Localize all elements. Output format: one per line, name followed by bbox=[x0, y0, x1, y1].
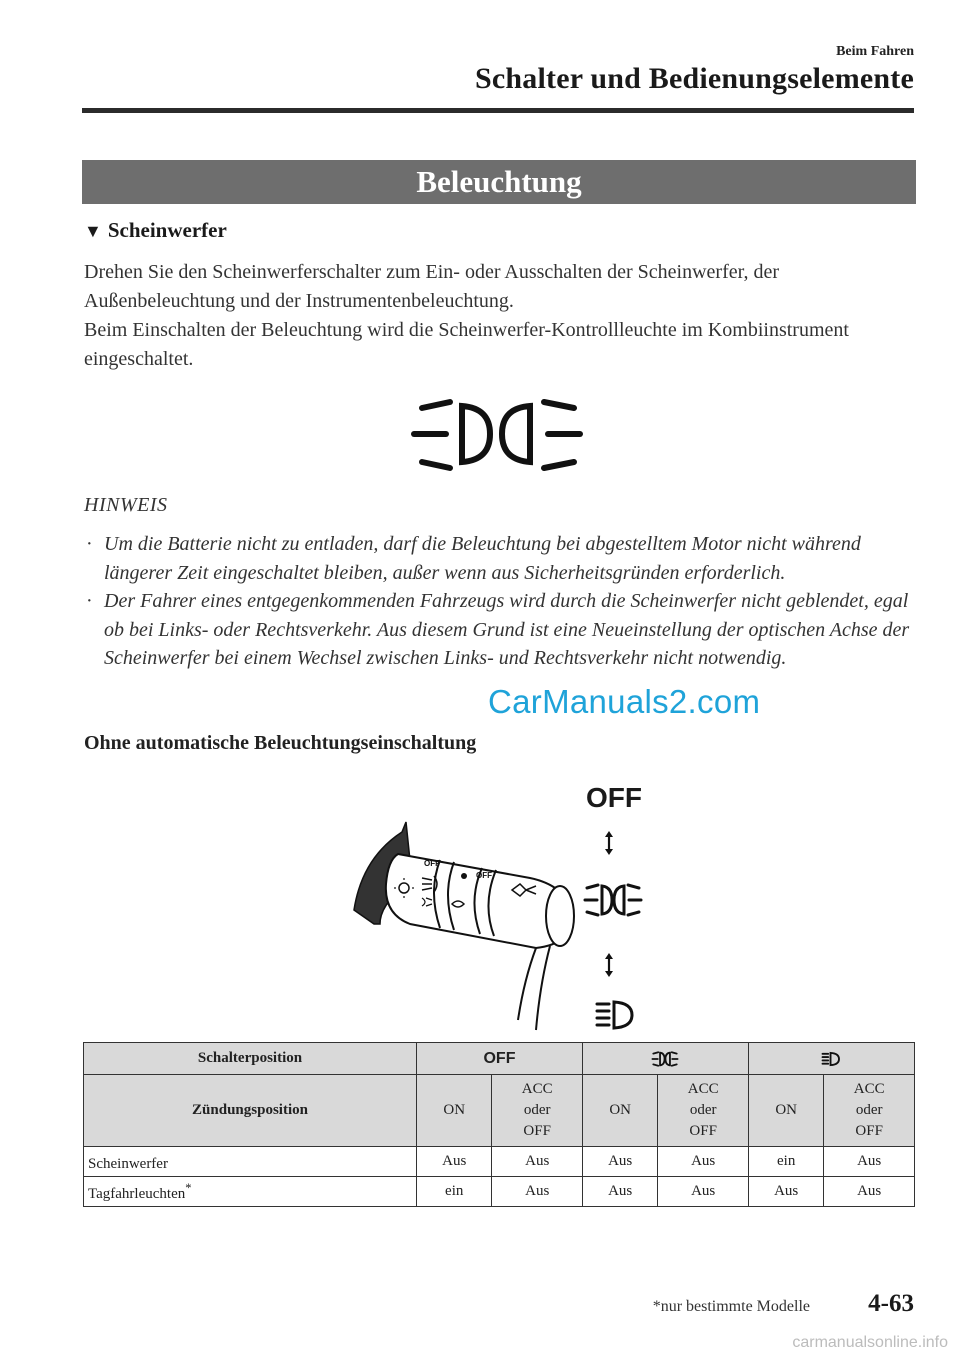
row-label: Tagfahrleuchten* bbox=[84, 1177, 417, 1207]
position-arrow-icon bbox=[601, 830, 617, 856]
ignition-cell: ACC oder OFF bbox=[658, 1075, 749, 1147]
footnote: *nur bestimmte Modelle bbox=[652, 1298, 810, 1315]
table-cell: ein bbox=[417, 1177, 492, 1207]
note-list bbox=[84, 530, 914, 673]
note-item bbox=[84, 530, 914, 587]
header-switch-position: Schalterposition bbox=[84, 1043, 417, 1075]
table-cell: Aus bbox=[748, 1177, 823, 1207]
subsection-title: Scheinwerfer bbox=[107, 218, 227, 242]
watermark-carmanuals: CarManuals2.com bbox=[488, 683, 761, 720]
off-position-label: OFF bbox=[586, 782, 642, 813]
ignition-cell: ON bbox=[748, 1075, 823, 1147]
page-title: Schalter und Bedienungselemente bbox=[474, 62, 914, 95]
intro-text bbox=[84, 258, 914, 374]
intro-paragraph: Beim Einschalten der Beleuchtung wird die Scheinwerfer-Kontrollleuchte im Kombiinstrument eingeschaltet. bbox=[84, 319, 849, 370]
header-position-parking bbox=[582, 1043, 748, 1075]
table-cell: Aus bbox=[824, 1147, 915, 1177]
note-item bbox=[84, 587, 914, 673]
row-label-ignition: Zündungsposition bbox=[84, 1075, 417, 1147]
intro-paragraph: Drehen Sie den Scheinwerferschalter zum Ein- oder Ausschalten der Scheinwerfer, der Außenbeleuchtung und der Instrumentenbeleuchtung. bbox=[84, 261, 780, 312]
switch-position-table bbox=[83, 1042, 915, 1207]
table-cell: ein bbox=[748, 1147, 823, 1177]
table-cell: Aus bbox=[658, 1147, 749, 1177]
table-cell: Aus bbox=[492, 1147, 583, 1177]
table-cell: Aus bbox=[417, 1147, 492, 1177]
header-position-off: OFF bbox=[417, 1043, 583, 1075]
svg-text:OFF: OFF bbox=[476, 871, 492, 880]
table-row bbox=[84, 1177, 915, 1207]
parking-lights-icon bbox=[650, 1050, 680, 1068]
headlight-indicator-icon bbox=[408, 394, 588, 474]
topic-banner: Beleuchtung bbox=[82, 160, 916, 204]
page-number: 4-63 bbox=[868, 1290, 914, 1317]
ignition-cell: ON bbox=[582, 1075, 657, 1147]
ignition-cell: ACC oder OFF bbox=[824, 1075, 915, 1147]
note-text: Der Fahrer eines entgegenkommenden Fahrzeugs wird durch die Scheinwerfer nicht geblendet, egal ob bei Links- oder Rechtsverkehr. Aus diesem Grund ist eine Neueinstellung der optischen Achse der Scheinwerfer bei einem Wechsel zwischen Links- und Rechtsverkehr nicht notwendig. bbox=[104, 590, 910, 669]
note-title: HINWEIS bbox=[84, 494, 168, 516]
table-row bbox=[84, 1147, 915, 1177]
subsection-heading bbox=[84, 218, 227, 243]
note-text: Um die Batterie nicht zu entladen, darf die Beleuchtung bei abgestelltem Motor nicht während längerer Zeit eingeschaltet bleiben, außer wenn aus Sicherheitsgründen erforderlich. bbox=[104, 533, 861, 584]
header-rule bbox=[82, 108, 914, 113]
header-position-headlight bbox=[748, 1043, 914, 1075]
headlight-low-icon bbox=[594, 998, 636, 1032]
table-cell: Aus bbox=[582, 1177, 657, 1207]
table-cell: Aus bbox=[658, 1177, 749, 1207]
table-cell: Aus bbox=[824, 1177, 915, 1207]
subheading-manual: Ohne automatische Beleuchtungseinschaltung bbox=[84, 732, 477, 754]
bullet-icon: · bbox=[86, 590, 93, 612]
table-cell: Aus bbox=[492, 1177, 583, 1207]
watermark-site: carmanualsonline.info bbox=[792, 1334, 948, 1351]
table-cell: Aus bbox=[582, 1147, 657, 1177]
position-arrow-icon bbox=[601, 952, 617, 978]
ignition-cell: ON bbox=[417, 1075, 492, 1147]
bullet-icon: · bbox=[86, 533, 93, 555]
triangle-marker-icon: ▼ bbox=[84, 221, 102, 241]
svg-text:OFF: OFF bbox=[424, 859, 440, 868]
row-label: Scheinwerfer bbox=[84, 1147, 417, 1177]
section-label: Beim Fahren bbox=[836, 44, 914, 59]
parking-lights-icon bbox=[582, 880, 644, 920]
ignition-cell: ACC oder OFF bbox=[492, 1075, 583, 1147]
headlight-low-icon bbox=[821, 1051, 841, 1067]
